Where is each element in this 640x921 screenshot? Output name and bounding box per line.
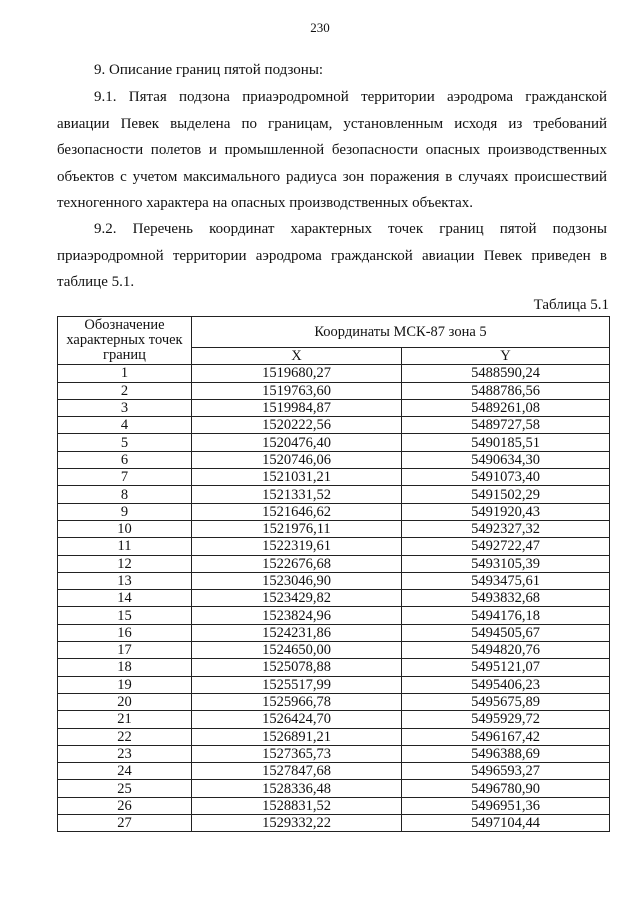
- paragraph-9-2: 9.2. Перечень координат характерных точек границ пятой подзоны приаэродромной территории аэродрома гражданской авиации Певек приведен в таблице 5.1.: [57, 221, 607, 290]
- table-row: [58, 693, 610, 710]
- x-coordinate-cell: 1520222,56: [192, 417, 402, 434]
- y-coordinate-cell: 5493832,68: [402, 590, 610, 607]
- x-coordinate-cell: 1524231,86: [192, 624, 402, 641]
- x-coordinate-cell: 1523824,96: [192, 607, 402, 624]
- x-coordinate-cell: 1529332,22: [192, 815, 402, 832]
- point-number-cell: 18: [58, 659, 192, 676]
- point-number-cell: 26: [58, 797, 192, 814]
- table-row: [58, 642, 610, 659]
- x-coordinate-cell: 1519680,27: [192, 365, 402, 382]
- x-coordinate-cell: 1519763,60: [192, 382, 402, 399]
- x-coordinate-cell: 1526424,70: [192, 711, 402, 728]
- point-number-cell: 9: [58, 503, 192, 520]
- y-coordinate-cell: 5497104,44: [402, 815, 610, 832]
- point-number-cell: 12: [58, 555, 192, 572]
- point-number-cell: 1: [58, 365, 192, 382]
- x-coordinate-cell: 1525517,99: [192, 676, 402, 693]
- point-number-cell: 8: [58, 486, 192, 503]
- y-coordinate-cell: 5495675,89: [402, 693, 610, 710]
- x-coordinate-cell: 1524650,00: [192, 642, 402, 659]
- point-number-cell: 16: [58, 624, 192, 641]
- x-coordinate-cell: 1521646,62: [192, 503, 402, 520]
- y-coordinate-cell: 5492327,32: [402, 520, 610, 537]
- point-number-cell: 25: [58, 780, 192, 797]
- x-coordinate-cell: 1528336,48: [192, 780, 402, 797]
- y-header: Y: [402, 348, 610, 365]
- y-coordinate-cell: 5496388,69: [402, 745, 610, 762]
- y-coordinate-cell: 5494820,76: [402, 642, 610, 659]
- point-number-cell: 23: [58, 745, 192, 762]
- table-row: [58, 815, 610, 832]
- y-coordinate-cell: 5489261,08: [402, 399, 610, 416]
- table-row: [58, 676, 610, 693]
- table-row: [58, 382, 610, 399]
- table-row: [58, 659, 610, 676]
- point-number-cell: 2: [58, 382, 192, 399]
- y-coordinate-cell: 5488786,56: [402, 382, 610, 399]
- point-number-cell: 6: [58, 451, 192, 468]
- y-coordinate-cell: 5495406,23: [402, 676, 610, 693]
- x-coordinate-cell: 1521031,21: [192, 469, 402, 486]
- table-row: [58, 780, 610, 797]
- y-coordinate-cell: 5491073,40: [402, 469, 610, 486]
- table-row: [58, 451, 610, 468]
- table-row: [58, 572, 610, 589]
- point-number-cell: 15: [58, 607, 192, 624]
- table-row: [58, 745, 610, 762]
- y-coordinate-cell: 5494505,67: [402, 624, 610, 641]
- table-row: [58, 486, 610, 503]
- table-row: [58, 417, 610, 434]
- table-header-row: [58, 317, 610, 348]
- y-coordinate-cell: 5490634,30: [402, 451, 610, 468]
- point-number-cell: 5: [58, 434, 192, 451]
- x-coordinate-cell: 1527847,68: [192, 763, 402, 780]
- table-row: [58, 711, 610, 728]
- point-number-cell: 21: [58, 711, 192, 728]
- coordinates-header: Координаты МСК-87 зона 5: [192, 317, 610, 348]
- y-coordinate-cell: 5495929,72: [402, 711, 610, 728]
- y-coordinate-cell: 5491920,43: [402, 503, 610, 520]
- table-row: [58, 728, 610, 745]
- table-caption: Таблица 5.1: [533, 297, 609, 313]
- table-row: [58, 797, 610, 814]
- x-coordinate-cell: 1521331,52: [192, 486, 402, 503]
- table-row: [58, 538, 610, 555]
- coordinates-table: [57, 316, 610, 832]
- point-number-cell: 27: [58, 815, 192, 832]
- x-coordinate-cell: 1523429,82: [192, 590, 402, 607]
- y-coordinate-cell: 5491502,29: [402, 486, 610, 503]
- table-row: [58, 520, 610, 537]
- point-number-cell: 7: [58, 469, 192, 486]
- section-heading: 9. Описание границ пятой подзоны:: [94, 62, 324, 78]
- x-coordinate-cell: 1521976,11: [192, 520, 402, 537]
- x-coordinate-cell: 1523046,90: [192, 572, 402, 589]
- y-coordinate-cell: 5496951,36: [402, 797, 610, 814]
- x-coordinate-cell: 1525966,78: [192, 693, 402, 710]
- point-number-cell: 10: [58, 520, 192, 537]
- paragraph-9-1: 9.1. Пятая подзона приаэродромной территории аэродрома гражданской авиации Певек выделена по границам, установленным исходя из требований безопасности полетов и промышленной безопасности опасных производственных объектов с учетом максимального радиуса зон поражения в случаях происшествий техногенного характера на опасных производственных объектах.: [57, 89, 607, 211]
- table-row: [58, 503, 610, 520]
- point-number-cell: 4: [58, 417, 192, 434]
- point-number-cell: 19: [58, 676, 192, 693]
- table-row: [58, 434, 610, 451]
- y-coordinate-cell: 5493475,61: [402, 572, 610, 589]
- table-row: [58, 624, 610, 641]
- point-number-cell: 14: [58, 590, 192, 607]
- x-coordinate-cell: 1522319,61: [192, 538, 402, 555]
- x-coordinate-cell: 1522676,68: [192, 555, 402, 572]
- point-number-cell: 11: [58, 538, 192, 555]
- point-number-cell: 24: [58, 763, 192, 780]
- table-row: [58, 365, 610, 382]
- point-label-header: Обозначение характерных точек границ: [58, 317, 192, 365]
- y-coordinate-cell: 5495121,07: [402, 659, 610, 676]
- point-number-cell: 22: [58, 728, 192, 745]
- point-number-cell: 17: [58, 642, 192, 659]
- table-row: [58, 469, 610, 486]
- point-number-cell: 20: [58, 693, 192, 710]
- y-coordinate-cell: 5496780,90: [402, 780, 610, 797]
- page-number: 230: [310, 20, 330, 35]
- x-coordinate-cell: 1520476,40: [192, 434, 402, 451]
- point-number-cell: 13: [58, 572, 192, 589]
- x-coordinate-cell: 1527365,73: [192, 745, 402, 762]
- table-row: [58, 763, 610, 780]
- y-coordinate-cell: 5496167,42: [402, 728, 610, 745]
- x-coordinate-cell: 1526891,21: [192, 728, 402, 745]
- table-row: [58, 399, 610, 416]
- y-coordinate-cell: 5492722,47: [402, 538, 610, 555]
- y-coordinate-cell: 5494176,18: [402, 607, 610, 624]
- table-row: [58, 555, 610, 572]
- point-number-cell: 3: [58, 399, 192, 416]
- x-coordinate-cell: 1520746,06: [192, 451, 402, 468]
- y-coordinate-cell: 5490185,51: [402, 434, 610, 451]
- x-coordinate-cell: 1525078,88: [192, 659, 402, 676]
- table-row: [58, 607, 610, 624]
- y-coordinate-cell: 5489727,58: [402, 417, 610, 434]
- x-coordinate-cell: 1519984,87: [192, 399, 402, 416]
- y-coordinate-cell: 5488590,24: [402, 365, 610, 382]
- y-coordinate-cell: 5496593,27: [402, 763, 610, 780]
- x-header: X: [192, 348, 402, 365]
- y-coordinate-cell: 5493105,39: [402, 555, 610, 572]
- x-coordinate-cell: 1528831,52: [192, 797, 402, 814]
- table-row: [58, 590, 610, 607]
